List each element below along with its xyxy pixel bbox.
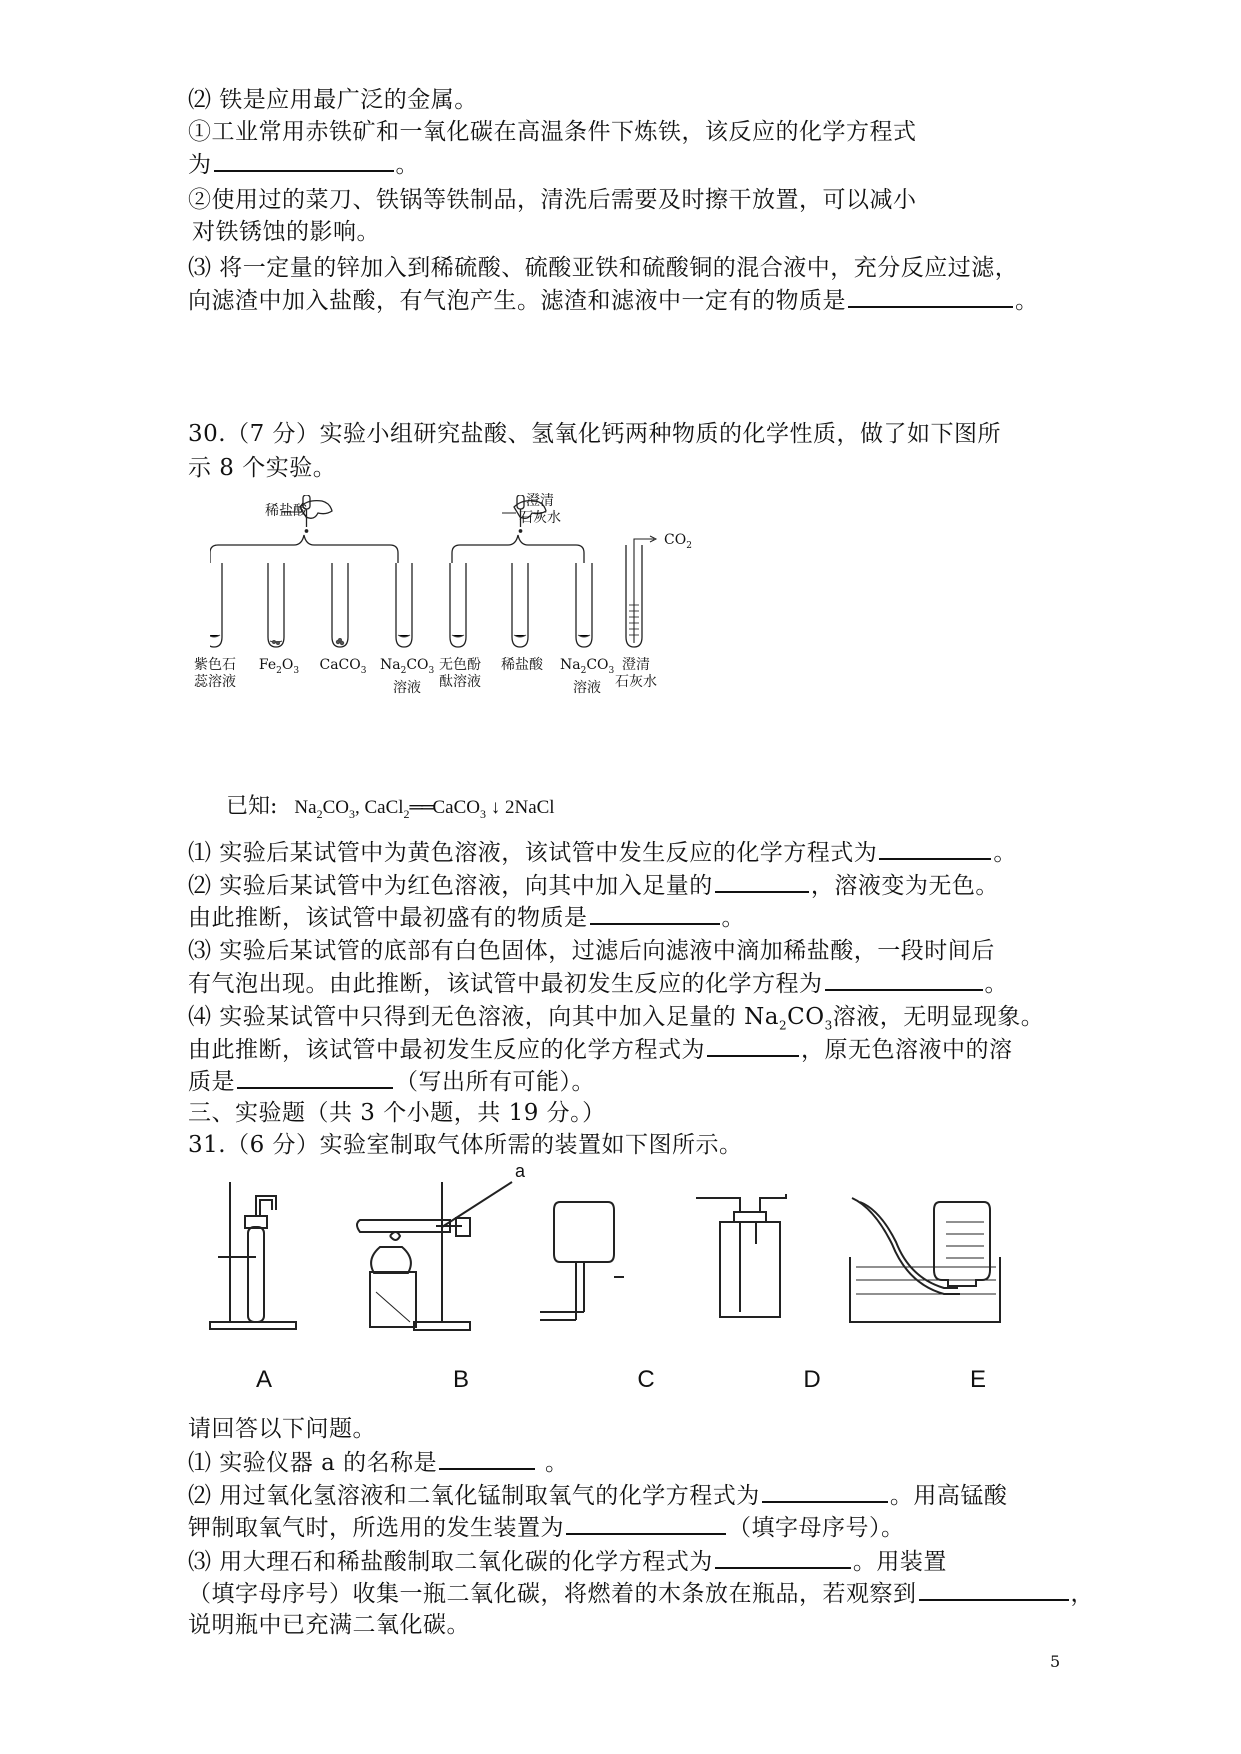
label-a: a — [514, 1161, 525, 1181]
brace-right — [452, 535, 584, 563]
apparatus-letter-d: D — [803, 1366, 821, 1393]
q30-s3-line1: ⑶ 实验后某试管的底部有白色固体，过滤后向滤液中滴加稀盐酸，一段时间后 — [188, 938, 995, 964]
answer-blank[interactable] — [848, 284, 1013, 308]
tube-label-litmus: 紫色石 蕊溶液 — [194, 657, 236, 690]
q29-part3-line1: ⑶ 将一定量的锌加入到稀硫酸、硫酸亚铁和硫酸铜的混合液中，充分反应过滤， — [188, 255, 1019, 281]
q30-s2-line2: 由此推断，该试管中最初盛有的物质是 。 — [188, 901, 745, 934]
q30-s2-line1: ⑵ 实验后某试管中为红色溶液，向其中加入足量的 ，溶液变为无色。 — [188, 869, 999, 902]
brace-left — [210, 535, 398, 563]
apparatus-letter-b: B — [452, 1366, 469, 1393]
apparatus-a-icon — [210, 1182, 296, 1329]
q30-s1: ⑴ 实验后某试管中为黄色溶液，该试管中发生反应的化学方程式为 。 — [188, 836, 1017, 869]
tube-label-dilute-hcl: 稀盐酸 — [501, 657, 543, 673]
tube-label-limewater: 澄清 石灰水 — [615, 657, 657, 690]
answer-blank[interactable] — [566, 1511, 726, 1535]
test-tube — [512, 563, 528, 647]
section-3-heading: 三、实验题（共 3 个小题，共 19 分。） — [188, 1100, 606, 1126]
answer-blank[interactable] — [590, 901, 720, 925]
q29-part2-1-line2: 为 。 — [188, 148, 419, 181]
apparatus-b-icon — [357, 1182, 512, 1330]
answer-blank[interactable] — [919, 1577, 1069, 1601]
q29-part2-1-line1: ①工业常用赤铁矿和一氧化碳在高温条件下炼铁，该反应的化学方程式 — [188, 119, 917, 145]
test-tube — [268, 563, 284, 647]
q29-part2-2-line1: ②使用过的菜刀、铁锅等铁制品，清洗后需要及时擦干放置，可以减小 — [188, 187, 917, 213]
apparatus-letter-a: A — [255, 1366, 272, 1393]
label-co2: $CO_2$ — [664, 532, 692, 551]
apparatus-e-icon — [850, 1198, 1000, 1322]
q31-s3-line3: 说明瓶中已充满二氧化碳。 — [188, 1612, 470, 1638]
q31-apparatus-figure — [200, 1172, 1120, 1382]
tube-label-caco3: CaCO$_3$ — [319, 657, 367, 676]
q30-s3-line2: 有气泡出现。由此推断，该试管中最初发生反应的化学方程为 。 — [188, 967, 1008, 1000]
q31-s3-line2: （填字母序号）收集一瓶二氧化碳，将燃着的木条放在瓶品，若观察到 ， — [188, 1577, 1094, 1610]
tube-label-na2co3-2: $Na_2CO_3$ 溶液 — [560, 657, 615, 696]
test-tube — [396, 563, 412, 647]
apparatus-d-icon — [696, 1194, 786, 1317]
page-number: 5 — [1050, 1652, 1061, 1671]
q31-s2-line2: 钾制取氧气时，所选用的发生装置为 （填字母序号）。 — [188, 1511, 905, 1544]
q29-part3-line2: 向滤渣中加入盐酸，有气泡产生。滤渣和滤液中一定有的物质是 。 — [188, 284, 1039, 317]
answer-blank[interactable] — [707, 1033, 799, 1057]
answer-blank[interactable] — [214, 148, 394, 172]
q31-s2-line1: ⑵ 用过氧化氢溶液和二氧化锰制取氧气的化学方程式为 。用高锰酸 — [188, 1479, 1007, 1512]
apparatus-letter-e: E — [969, 1366, 986, 1393]
q29-part2-2-line2: 对铁锈蚀的影响。 — [192, 219, 380, 245]
q30-s4-line3: 质是 （写出所有可能）。 — [188, 1065, 595, 1098]
label-limewater-1: 澄清 — [526, 493, 554, 509]
tube-label-na2co3-1: $Na_2CO_3$ 溶液 — [380, 657, 435, 696]
answer-blank[interactable] — [825, 967, 983, 991]
answer-blank[interactable] — [715, 869, 809, 893]
answer-blank[interactable] — [879, 836, 991, 860]
test-tube — [450, 563, 466, 647]
q30-s4-line2: 由此推断，该试管中最初发生反应的化学方程式为 ，原无色溶液中的溶 — [188, 1033, 1013, 1066]
answer-blank[interactable] — [715, 1545, 851, 1569]
answer-blank[interactable] — [439, 1446, 535, 1470]
test-tube — [576, 563, 592, 647]
q30-intro-line2: 示 8 个实验。 — [188, 455, 337, 481]
test-tube — [332, 563, 348, 647]
q31-s3-line1: ⑶ 用大理石和稀盐酸制取二氧化碳的化学方程式为 。用装置 — [188, 1545, 947, 1578]
test-tubes — [210, 545, 642, 647]
tube-label-phenolphthalein: 无色酚 酞溶液 — [439, 657, 481, 690]
q30-intro-line1: 30.（7 分）实验小组研究盐酸、氢氧化钙两种物质的化学性质，做了如下图所 — [188, 421, 1002, 447]
label-limewater-2: 石灰水 — [519, 510, 561, 526]
q31-ask: 请回答以下问题。 — [188, 1416, 376, 1442]
q31-s1: ⑴ 实验仪器 a 的名称是 。 — [188, 1446, 568, 1479]
label-dilute-hcl: 稀盐酸 — [265, 503, 307, 519]
answer-blank[interactable] — [237, 1065, 393, 1089]
answer-blank[interactable] — [762, 1479, 888, 1503]
q29-part2-intro: ⑵ 铁是应用最广泛的金属。 — [188, 87, 478, 113]
known-equation: 已知: $Na_2CO_3$, CaCl$_2$══CaCO$_3$ ↓ 2NaCl — [226, 794, 555, 821]
test-tube — [210, 563, 222, 647]
q31-intro: 31.（6 分）实验室制取气体所需的装置如下图所示。 — [188, 1132, 743, 1158]
q30-s4-line1: ⑷ 实验某试管中只得到无色溶液，向其中加入足量的 $Na_2CO_3$溶液，无明显现象。 — [188, 1004, 1045, 1033]
tube-label-fe2o3: $Fe_2O_3$ — [258, 657, 300, 676]
apparatus-c-icon — [540, 1202, 624, 1320]
apparatus-letter-c: C — [637, 1366, 655, 1393]
